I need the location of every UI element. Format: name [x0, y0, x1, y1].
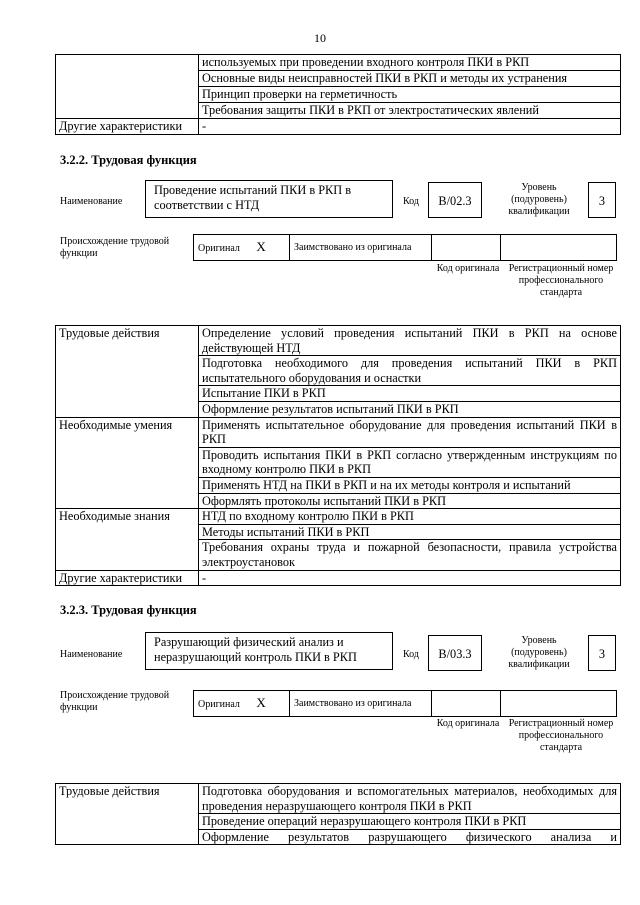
borrowed-label: Заимствовано из оригинала — [290, 691, 432, 717]
table-left-cell: Необходимые умения — [56, 417, 199, 509]
original-label: Оригинал — [198, 243, 240, 254]
code-label: Код — [403, 649, 419, 660]
function-name: Проведение испытаний ПКИ в РКП в соответствии с НТД — [154, 183, 352, 212]
code-origin-cell — [432, 691, 501, 717]
table-left-cell: Необходимые знания — [56, 509, 199, 570]
code-origin-cell — [432, 235, 501, 261]
name-label: Наименование — [60, 649, 123, 660]
list-item: Определение условий проведения испытаний ПКИ в РКП на основе действующей НТД — [199, 326, 621, 356]
code-value: B/02.3 — [428, 182, 482, 218]
origin-label: Происхождение трудовой функции — [60, 236, 170, 259]
section-heading: 3.2.2. Трудовая функция — [60, 153, 197, 167]
reg-number-cell — [501, 235, 617, 261]
list-item: Подготовка необходимого для проведения испытаний ПКИ в РКП испытательного оборудования и оснастки — [199, 356, 621, 386]
table-left-cell: Трудовые действия — [56, 784, 199, 845]
level-value: 3 — [588, 635, 616, 671]
code-value: B/03.3 — [428, 635, 482, 671]
list-item: Проводить испытания ПКИ в РКП согласно утвержденным инструкциям по входному контролю ПКИ в РКП — [199, 447, 621, 477]
level-label: Уровень (подуровень) квалификации — [508, 182, 570, 217]
function-name-box — [145, 180, 393, 218]
original-mark: X — [256, 695, 266, 710]
list-item: используемых при проведении входного контроля ПКИ в РКП — [199, 55, 621, 71]
function-name: Разрушающий физический анализ и неразрушающий контроль ПКИ в РКП — [154, 635, 357, 664]
list-item: Применять испытательное оборудование для проведения испытаний ПКИ в РКП — [199, 417, 621, 447]
top-characteristics-table — [55, 54, 621, 135]
list-item: Принцип проверки на герметичность — [199, 87, 621, 103]
function-details-table — [55, 783, 621, 845]
original-mark: X — [256, 239, 266, 254]
list-item: Подготовка оборудования и вспомогательных материалов, необходимых для проведения неразрушающего контроля ПКИ в РКП — [199, 784, 621, 814]
function-details-table — [55, 325, 621, 586]
list-item: Применять НТД на ПКИ в РКП и на их методы контроля и испытаний — [199, 477, 621, 493]
table-left-cell — [56, 55, 199, 119]
borrowed-label: Заимствовано из оригинала — [290, 235, 432, 261]
origin-table — [193, 234, 617, 261]
list-item: Основные виды неисправностей ПКИ в РКП и методы их устранения — [199, 71, 621, 87]
original-cell — [194, 691, 290, 717]
list-item: Испытание ПКИ в РКП — [199, 386, 621, 402]
table-left-cell: Другие характеристики — [56, 570, 199, 586]
original-label: Оригинал — [198, 699, 240, 710]
section-heading: 3.2.3. Трудовая функция — [60, 603, 197, 617]
list-item: Проведение операций неразрушающего контроля ПКИ в РКП — [199, 814, 621, 830]
list-item: - — [199, 570, 621, 586]
reg-number-cell — [501, 691, 617, 717]
reg-number-label: Регистрационный номер профессионального стандарта — [508, 263, 614, 298]
list-item: Оформлять протоколы испытаний ПКИ в РКП — [199, 493, 621, 509]
code-origin-label: Код оригинала — [436, 718, 500, 729]
code-label: Код — [403, 196, 419, 207]
function-name-box — [145, 632, 393, 670]
level-value: 3 — [588, 182, 616, 218]
list-item: Оформление результатов разрушающего физического анализа и — [199, 829, 621, 845]
level-label: Уровень (подуровень) квалификации — [508, 635, 570, 670]
list-item: - — [199, 119, 621, 135]
list-item: Оформление результатов испытаний ПКИ в РКП — [199, 401, 621, 417]
original-cell — [194, 235, 290, 261]
list-item: НТД по входному контролю ПКИ в РКП — [199, 509, 621, 525]
origin-table — [193, 690, 617, 717]
name-label: Наименование — [60, 196, 123, 207]
page-number: 10 — [314, 31, 326, 45]
table-left-cell: Другие характеристики — [56, 119, 199, 135]
list-item: Требования охраны труда и пожарной безопасности, правила устройства электроустановок — [199, 540, 621, 570]
code-origin-label: Код оригинала — [436, 263, 500, 274]
list-item: Требования защиты ПКИ в РКП от электростатических явлений — [199, 103, 621, 119]
reg-number-label: Регистрационный номер профессионального стандарта — [508, 718, 614, 753]
list-item: Методы испытаний ПКИ в РКП — [199, 524, 621, 540]
origin-label: Происхождение трудовой функции — [60, 690, 170, 713]
table-left-cell: Трудовые действия — [56, 326, 199, 418]
